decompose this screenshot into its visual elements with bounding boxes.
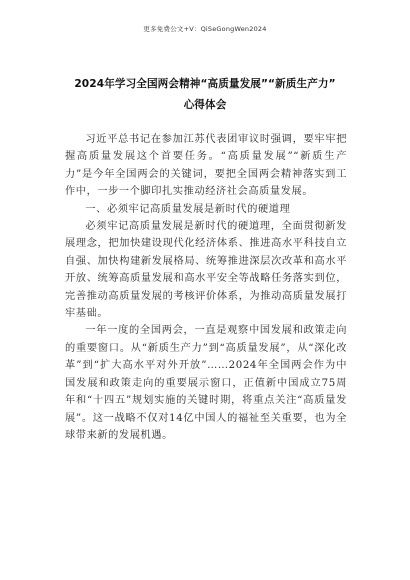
paragraph-section-one: 必须牢记高质量发展是新时代的硬道理，全面贯彻新发展理念，把加快建设现代化经济体系、推进高水平科技自立自强、加快构建新发展格局、统筹推进深层次改革和高水平开放、统筹高质量发展和高水平安全等战略任务落实到位，完善推动高质量发展的考核评价体系，为推动高质量发展打牢基础。 [65, 221, 347, 320]
title-line-1: 2024年学习全国两会精神“高质量发展”“新质生产力” [74, 78, 336, 90]
header-note: 更多免费公文+V：QiSeGongWen2024 [143, 25, 267, 33]
paragraph-two-sessions: 一年一度的全国两会，一直是观察中国发展和政策走向的重要窗口。从“新质生产力”到“高质量发展”，从“深化改革”到“扩大高水平对外开放”……2024年全国两会作为中国发展和政策走向的重要展示窗口，正值新中国成立75周年和“十四五”规划实施的关键时期，将重点关注“高质量发展”。这一战略不仅对14亿中国人的福祉至关重要，也为全球带来新的发展机遇。 [65, 325, 347, 441]
document-title [30, 74, 380, 116]
section-heading: 一、必须牢记高质量发展是新时代的硬道理 [85, 203, 291, 215]
document-body [65, 131, 347, 444]
paragraph-intro: 习近平总书记在参加江苏代表团审议时强调，要牢牢把握高质量发展这个首要任务。“高质量发展”“新质生产力”是今年全国两会的关键词，要把全国两会精神落实到工作中，一步一个脚印扎实推动经济社会高质量发展。 [65, 134, 347, 198]
title-line-2: 心得体会 [183, 99, 227, 111]
